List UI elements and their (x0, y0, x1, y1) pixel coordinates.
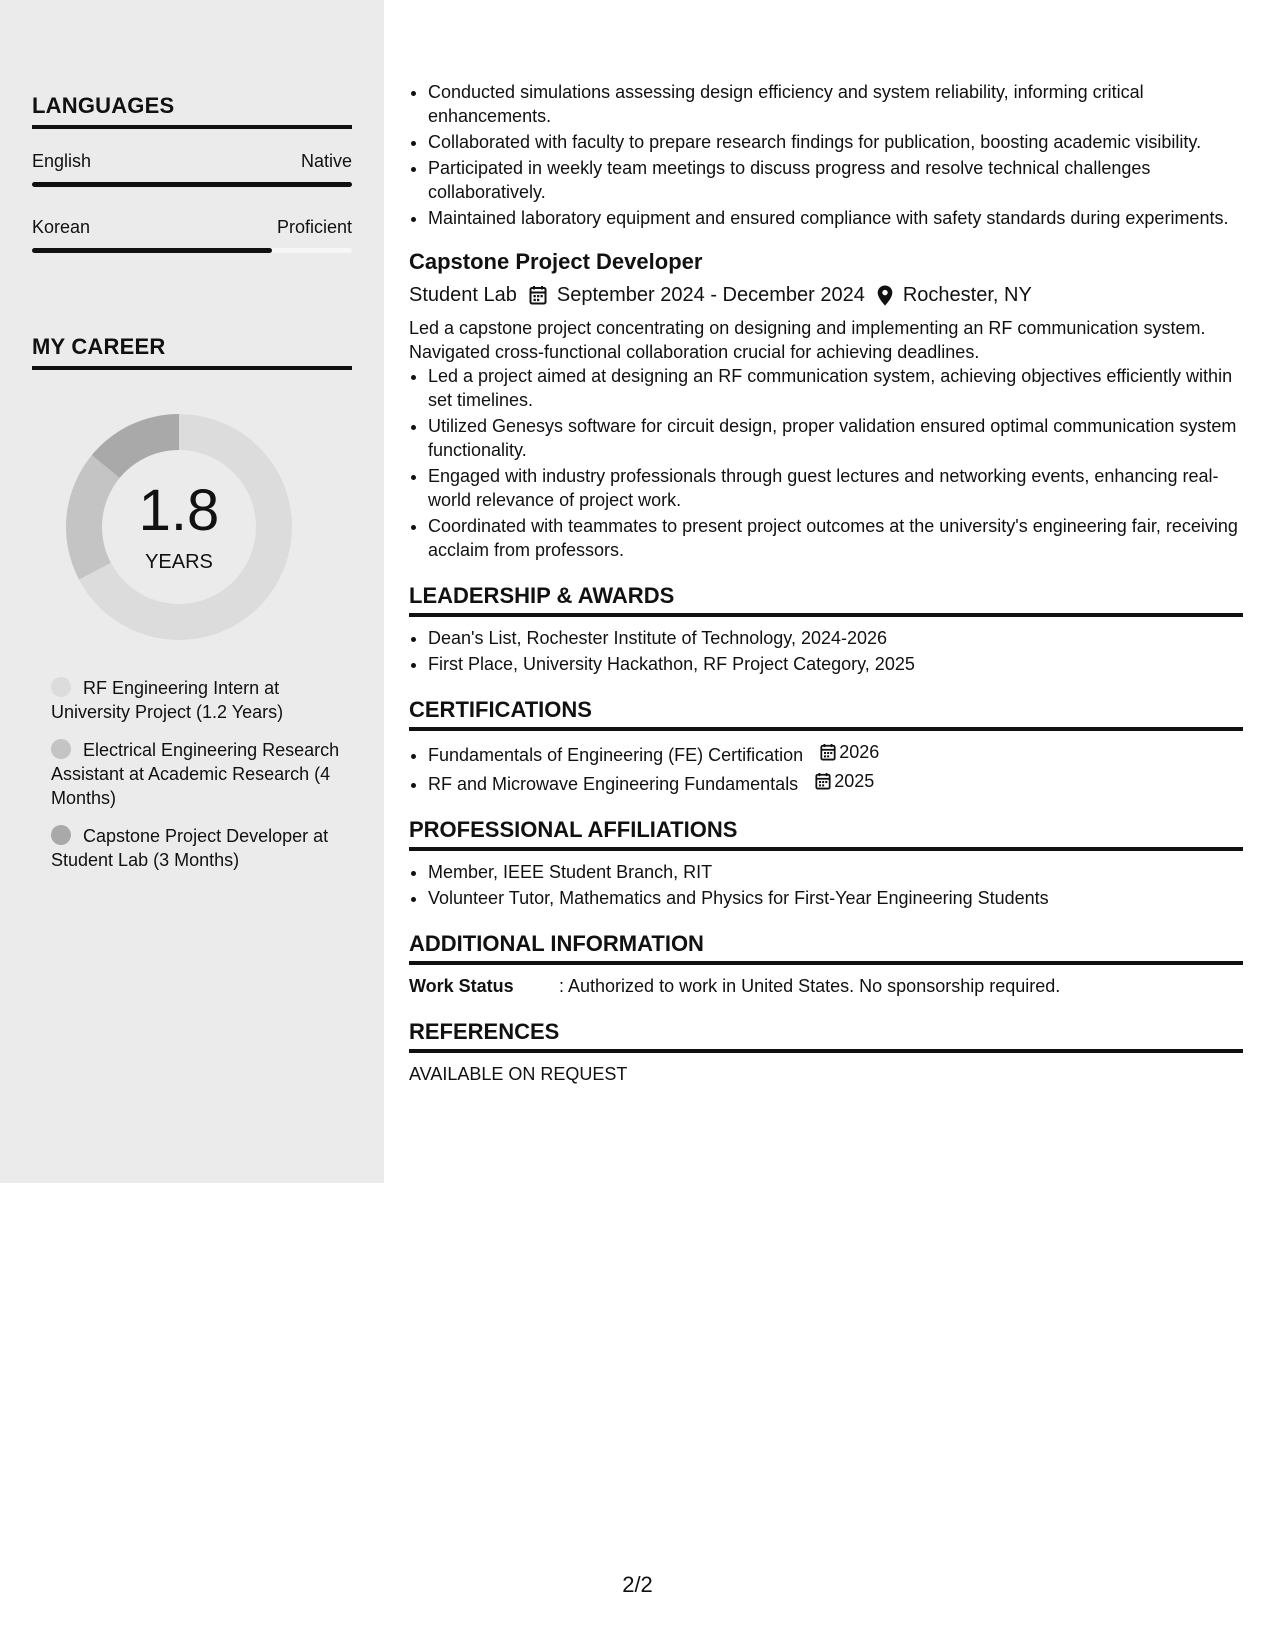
job-dates: September 2024 - December 2024 (556, 284, 865, 306)
career-heading: MY CAREER (32, 334, 352, 370)
legend-dot (51, 739, 71, 759)
language-proficiency-fill (32, 182, 352, 187)
affiliations-heading: PROFESSIONAL AFFILIATIONS (409, 816, 1243, 851)
career-section (32, 334, 352, 370)
languages-section (32, 93, 352, 253)
affiliations-list (409, 860, 1243, 910)
career-legend (51, 676, 341, 886)
experience-bullets (409, 80, 1243, 230)
legend-label: Capstone Project Developer at Student Lab (3 Months) (51, 826, 329, 870)
list-item (428, 740, 1243, 767)
legend-label: RF Engineering Intern at University Project (1.2 Years) (51, 678, 284, 722)
job-company: Student Lab (409, 284, 517, 306)
career-legend-item (51, 824, 341, 872)
language-proficiency-fill (32, 248, 272, 253)
career-total-unit: YEARS (145, 551, 213, 573)
language-proficiency-bar (32, 182, 352, 187)
list-item: • Engaged with industry professionals through guest lectures and networking events, enhancing real-world relevance of project work. (428, 464, 1243, 512)
legend-label: Electrical Engineering Research Assistant at Academic Research (4 Months) (51, 740, 340, 808)
work-status-value: : Authorized to work in United States. No sponsorship required. (559, 976, 1061, 996)
calendar-icon (529, 285, 547, 305)
job-title: Capstone Project Developer (409, 249, 703, 274)
language-item (32, 217, 352, 238)
list-item (428, 769, 1243, 796)
location-pin-icon (877, 285, 893, 306)
calendar-icon (815, 772, 831, 790)
references-text: AVAILABLE ON REQUEST (409, 1064, 628, 1084)
list-item: • First Place, University Hackathon, RF Project Category, 2025 (428, 652, 1243, 676)
certification-year: 2025 (834, 771, 875, 791)
certifications-list (409, 740, 1243, 796)
list-item: • Participated in weekly team meetings to discuss progress and resolve technical challenges collaboratively. (428, 156, 1243, 204)
list-item: • Dean's List, Rochester Institute of Technology, 2024-2026 (428, 626, 1243, 650)
language-level: Native (300, 151, 352, 171)
career-legend-item (51, 676, 341, 724)
main-content (409, 80, 1243, 1086)
leadership-list (409, 626, 1243, 676)
language-name: English (32, 151, 92, 171)
references-heading: REFERENCES (409, 1018, 1243, 1053)
certification-year: 2026 (839, 742, 880, 762)
list-item: • Member, IEEE Student Branch, RIT (428, 860, 1243, 884)
page-number: 2/2 (622, 1572, 653, 1597)
career-donut-chart (66, 414, 292, 640)
career-legend-item (51, 738, 341, 810)
language-name: Korean (32, 217, 91, 237)
list-item: • Conducted simulations assessing design efficiency and system reliability, informing critical enhancements. (428, 80, 1243, 128)
language-proficiency-bar (32, 248, 352, 253)
list-item: • Volunteer Tutor, Mathematics and Physics for First-Year Engineering Students (428, 886, 1243, 910)
calendar-icon (820, 743, 836, 761)
legend-dot (51, 825, 71, 845)
job-bullets (409, 364, 1243, 562)
list-item: • Coordinated with teammates to present project outcomes at the university's engineering fair, receiving acclaim from professors. (428, 514, 1243, 562)
list-item: • Maintained laboratory equipment and ensured compliance with safety standards during experiments. (428, 206, 1243, 230)
list-item: • Collaborated with faculty to prepare research findings for publication, boosting academic visibility. (428, 130, 1243, 154)
list-item: • Utilized Genesys software for circuit design, proper validation ensured optimal communication system functionality. (428, 414, 1243, 462)
leadership-heading: LEADERSHIP & AWARDS (409, 582, 1243, 617)
certification-date (820, 740, 879, 764)
list-item: • Led a project aimed at designing an RF communication system, achieving objectives efficiently within set timelines. (428, 364, 1243, 412)
job-description: Led a capstone project concentrating on designing and implementing an RF communication system. Navigated cross-functional collaboration crucial for achieving deadlines. (409, 318, 1206, 362)
work-status-row (409, 974, 1243, 998)
languages-heading: LANGUAGES (32, 93, 352, 129)
certifications-heading: CERTIFICATIONS (409, 696, 1243, 731)
certification-name: Fundamentals of Engineering (FE) Certification (428, 745, 804, 765)
job-meta (409, 280, 1243, 310)
job-location: Rochester, NY (902, 284, 1032, 306)
sidebar (0, 0, 384, 1183)
certification-name: RF and Microwave Engineering Fundamentals (428, 774, 799, 794)
language-level: Proficient (276, 217, 352, 237)
certification-date (815, 769, 874, 793)
language-item (32, 151, 352, 172)
legend-dot (51, 677, 71, 697)
career-total-years: 1.8 (138, 478, 220, 543)
additional-info-heading: ADDITIONAL INFORMATION (409, 930, 1243, 965)
work-status-label: Work Status (409, 976, 514, 996)
